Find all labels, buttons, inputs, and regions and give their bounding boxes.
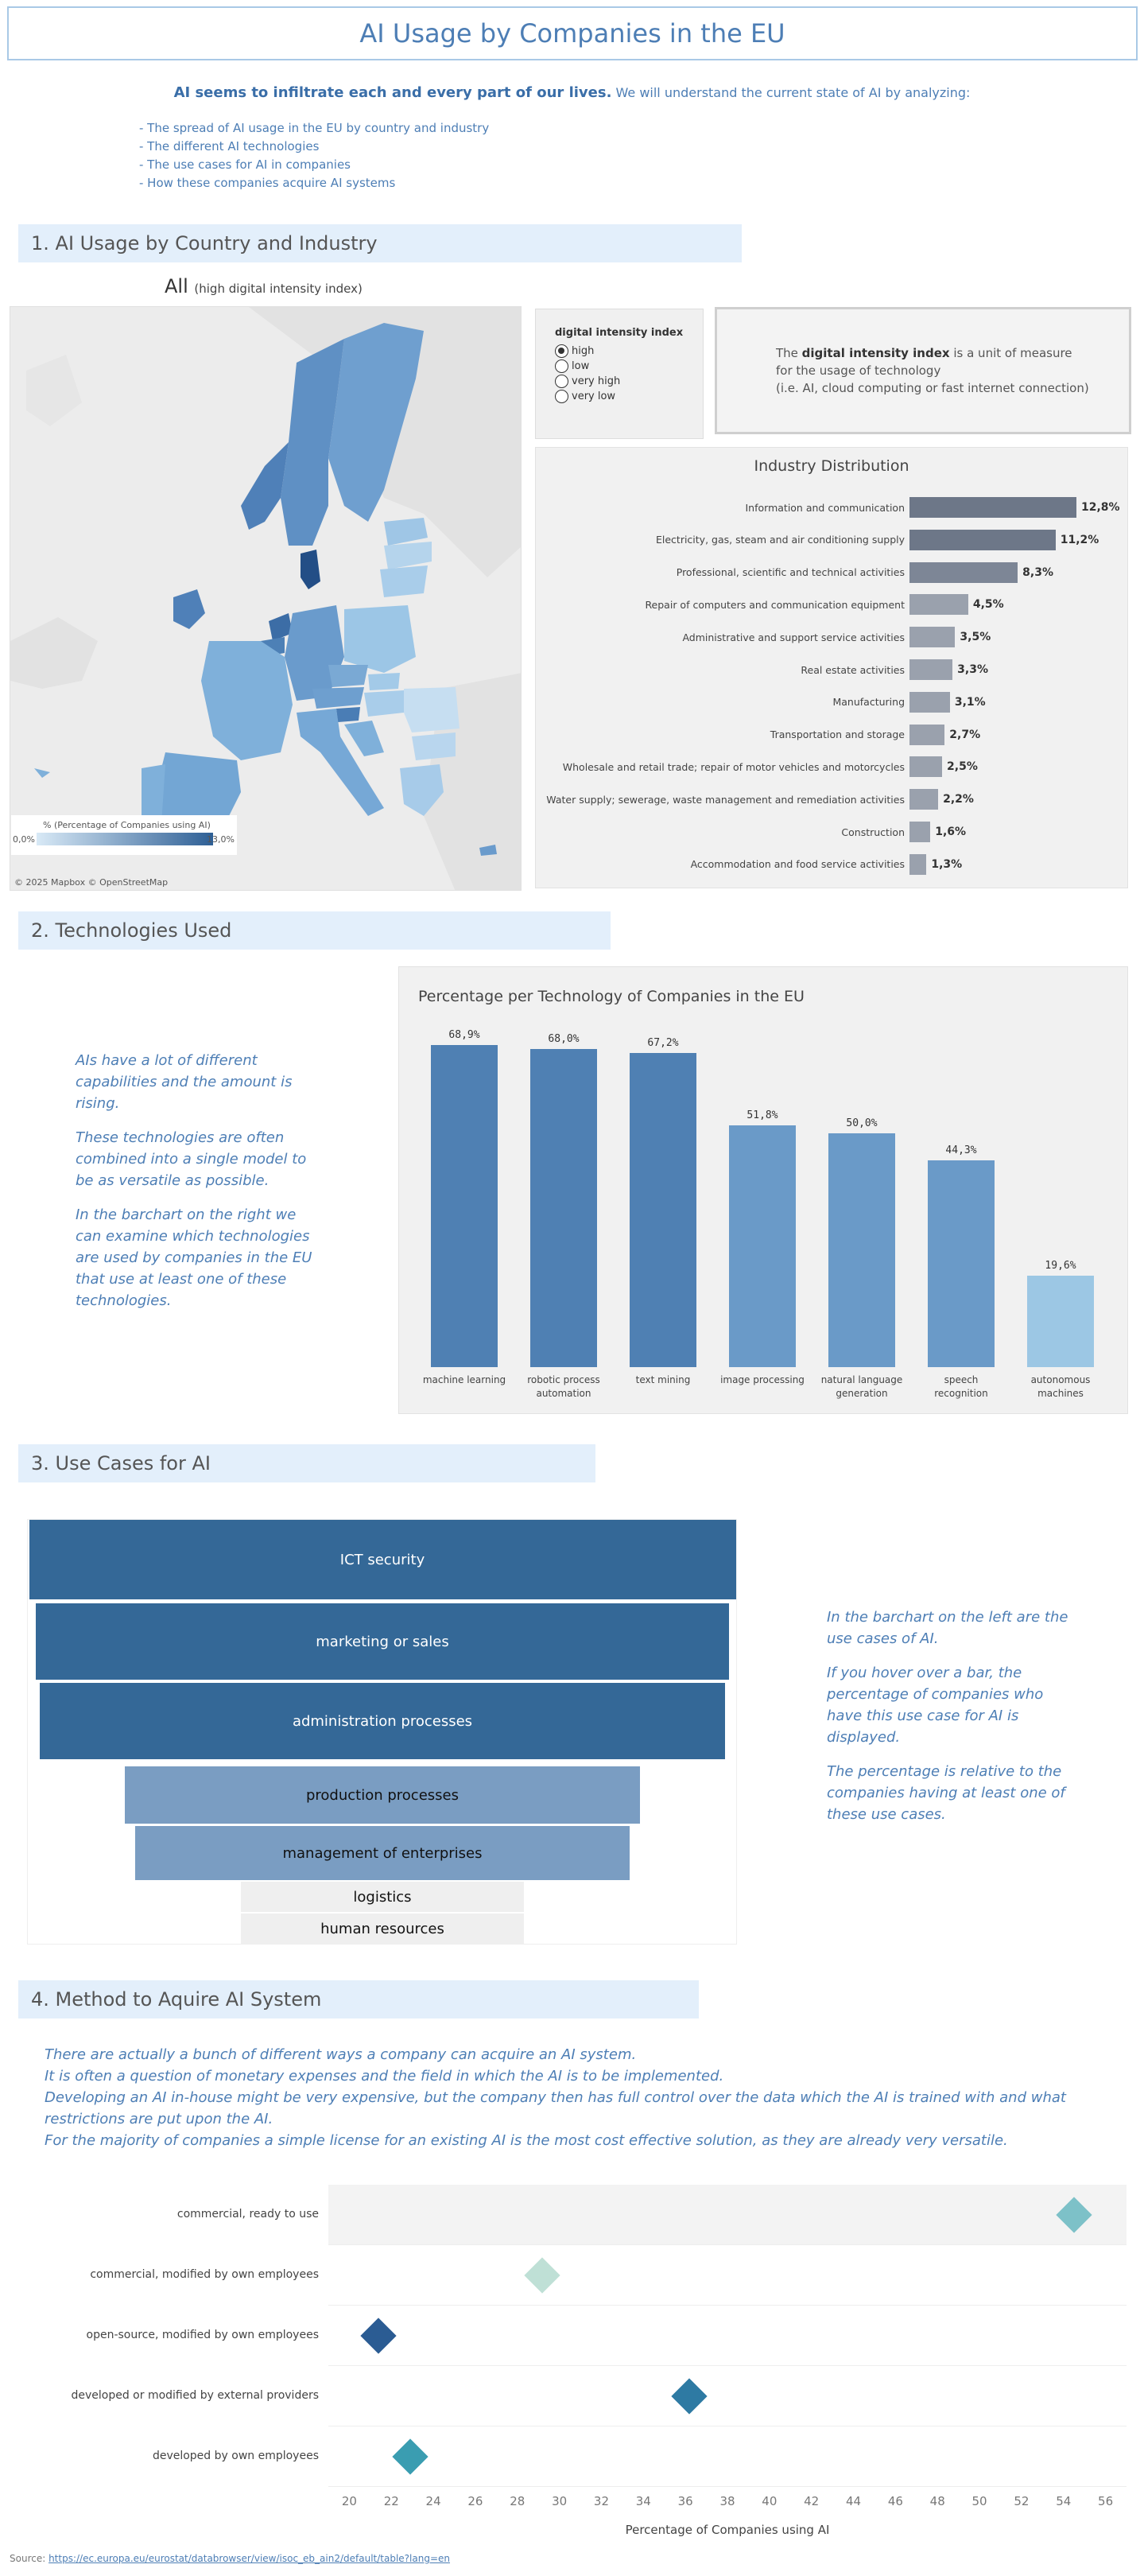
industry-bar-row[interactable] [536,524,1099,556]
technology-value: 68,0% [548,1033,580,1046]
map-region-ireland[interactable] [173,589,205,629]
map-legend [11,815,237,855]
map-region-czechia[interactable] [328,665,368,687]
technology-bar[interactable] [530,1049,597,1367]
use-cases-text [827,1607,1081,1838]
industry-bar[interactable] [909,789,938,810]
industry-chart-title: Industry Distribution [754,457,909,475]
industry-value: 4,5% [972,598,1004,612]
industry-bar[interactable] [909,627,955,647]
industry-label: Professional, scientific and technical activities [676,566,905,579]
intro-lead: AI seems to infiltrate each and every part of our lives. [173,84,612,101]
industry-bar-row[interactable] [536,589,1004,620]
method-label: open-source, modified by own employees [86,2329,319,2341]
industry-bar[interactable] [909,530,1056,550]
eu-map[interactable] [10,306,522,891]
map-region-austria[interactable] [312,687,364,709]
intro-list-item: - The use cases for AI in companies [139,157,351,172]
industry-label: Real estate activities [801,663,905,676]
technology-category [917,1373,1005,1401]
source-link[interactable]: https://ec.europa.eu/eurostat/databrowser/view/isoc_eb_ain2/default/table?lang=en [48,2553,450,2564]
x-axis-tick: 24 [425,2494,441,2508]
filter-option-label: high [572,345,595,357]
industry-label: Water supply; sewerage, waste management and remediation activities [546,793,905,806]
technology-category-line: image processing [720,1374,805,1385]
use-case-bar[interactable] [125,1766,641,1824]
filter-option-very-high[interactable] [555,374,684,389]
map-region-france[interactable] [201,641,293,760]
filter-option-low[interactable] [555,359,684,374]
technology-value: 50,0% [846,1117,878,1130]
map-region-slovakia[interactable] [368,673,400,690]
filter-option-label: very low [572,390,616,402]
map-region-poland[interactable] [344,605,416,673]
industry-bar-row[interactable] [536,783,974,815]
use-case-label: marketing or sales [316,1633,449,1650]
industry-value: 3,1% [954,695,986,709]
info-line-3: (i.e. AI, cloud computing or fast internet connection) [776,381,1089,395]
use-case-label: human resources [320,1920,444,1937]
info-line-1 [776,344,1129,362]
technology-category-line: automation [536,1388,591,1399]
x-axis-tick: 22 [383,2494,399,2508]
x-axis-tick: 44 [845,2494,862,2508]
industry-bar[interactable] [909,725,944,745]
industry-bar-row[interactable] [536,621,991,653]
radio-icon[interactable] [555,390,568,403]
industry-bar[interactable] [909,822,930,842]
map-region-lithuania[interactable] [380,565,428,597]
legend-title: % (Percentage of Companies using AI) [43,820,211,830]
industry-bar-row[interactable] [536,557,1053,589]
eu-map-svg [10,307,522,891]
x-axis-tick: 32 [593,2494,610,2508]
technology-bar[interactable] [928,1160,995,1367]
map-region-hungary[interactable] [364,690,404,717]
industry-bar[interactable] [909,692,950,713]
method-line: It is often a question of monetary expenses and the field in which the AI is to be implemented. [45,2068,724,2085]
x-axis-title: Percentage of Companies using AI [625,2523,830,2537]
use-case-bar[interactable] [29,1520,736,1599]
industry-bar-row[interactable] [536,816,966,848]
industry-bar-row[interactable] [536,719,980,751]
technology-category [520,1373,607,1401]
map-title [165,275,363,297]
map-region-bulgaria[interactable] [412,732,456,760]
industry-value: 8,3% [1022,565,1053,579]
radio-icon[interactable] [555,359,568,373]
x-axis-tick: 26 [467,2494,483,2508]
industry-bar-row[interactable] [536,491,1120,523]
technology-value: 51,8% [747,1109,778,1121]
technology-bar[interactable] [630,1053,696,1367]
industry-label: Administrative and support service activities [682,631,905,643]
x-axis-tick: 56 [1098,2494,1114,2508]
method-row[interactable] [328,2185,1127,2245]
method-label: developed by own employees [152,2450,319,2462]
section-heading-use-cases: 3. Use Cases for AI [18,1444,595,1482]
technology-bar[interactable] [1027,1276,1094,1367]
x-axis-tick: 42 [804,2494,820,2508]
industry-label: Construction [841,826,905,838]
technologies-paragraph: In the barchart on the right we can examine which technologies are used by companies in the EU that use at least one of these technologies. [76,1206,312,1309]
x-axis-tick: 54 [1056,2494,1072,2508]
map-region-denmark[interactable] [301,550,320,589]
technology-bar[interactable] [729,1125,796,1367]
source-note [10,2553,450,2564]
industry-label: Accommodation and food service activities [690,858,905,871]
x-axis-tick: 20 [341,2494,357,2508]
industry-bar-row[interactable] [536,654,988,686]
use-case-label: management of enterprises [282,1844,483,1862]
info-line-2: for the usage of technology [776,363,941,378]
map-region-islands [34,768,50,778]
technology-chart [398,966,1128,1414]
industry-bar[interactable] [909,594,968,615]
intro-list-item: - How these companies acquire AI systems [139,176,396,190]
x-axis-tick: 28 [510,2494,525,2508]
intro-list [139,119,489,192]
technology-value: 19,6% [1045,1259,1076,1272]
intro-rest: We will understand the current state of AI by analyzing: [611,85,971,100]
use-case-bar[interactable] [241,1882,524,1912]
use-case-chart [27,1519,737,1945]
map-title-main: All [165,275,188,297]
industry-value: 3,3% [957,663,988,676]
map-attribution[interactable]: © 2025 Mapbox © OpenStreetMap [14,877,169,888]
technology-value: 68,9% [448,1029,480,1041]
technologies-paragraph: AIs have a lot of different capabilities and the amount is rising. [76,1052,293,1112]
use-case-label: ICT security [339,1551,425,1568]
method-label: commercial, modified by own employees [90,2268,319,2281]
x-axis-tick: 34 [635,2494,651,2508]
industry-bar[interactable] [909,497,1076,518]
info-post: is a unit of measure [949,346,1072,360]
method-row[interactable] [328,2306,1127,2366]
industry-value: 2,7% [949,728,981,741]
filter-option-label: low [572,360,590,372]
acquire-method-chart [0,2179,1144,2545]
filter-option-label: very high [572,375,621,387]
technologies-text [76,1050,314,1324]
section-heading-acquire-method: 4. Method to Aquire AI System [18,1980,699,2018]
method-line: For the majority of companies a simple license for an existing AI is the most cost effective solution, as they are already very versatile. [45,2132,1008,2149]
technology-category-line: machines [1037,1388,1084,1399]
use-case-bar[interactable] [36,1603,728,1680]
legend-gradient [37,833,213,845]
method-label: commercial, ready to use [176,2208,319,2220]
use-case-label: administration processes [292,1712,473,1730]
technology-category [619,1373,707,1387]
industry-label: Information and communication [745,501,905,514]
industry-bar[interactable] [909,562,1018,583]
source-label: Source: [10,2553,49,2564]
industry-value: 1,3% [931,857,963,871]
use-cases-paragraph: The percentage is relative to the companies having at least one of these use cases. [827,1763,1065,1823]
radio-icon[interactable] [555,375,568,388]
industry-bar-row[interactable] [536,686,986,718]
x-axis-tick: 52 [1014,2494,1030,2508]
info-bold: digital intensity index [801,346,950,360]
industry-value: 11,2% [1060,533,1099,546]
use-case-label: production processes [305,1786,459,1804]
intro-list-item: - The spread of AI usage in the EU by country and industry [139,121,490,135]
method-row[interactable] [328,2426,1127,2487]
industry-label: Wholesale and retail trade; repair of motor vehicles and motorcycles [562,760,905,773]
method-row[interactable] [328,2245,1127,2306]
radio-selected-icon[interactable] [555,344,568,358]
technology-category [421,1373,508,1387]
x-axis-tick: 46 [887,2494,903,2508]
industry-value: 1,6% [935,826,967,838]
method-line: There are actually a bunch of different ways a company can acquire an AI system. [45,2046,637,2063]
technology-category-line: natural language [820,1374,903,1385]
filter-option-very-low[interactable] [555,389,684,404]
map-region-estonia[interactable] [384,518,428,546]
map-region-croatia[interactable] [344,721,384,756]
legend-max: 13,0% [207,834,235,845]
industry-label: Manufacturing [832,696,905,709]
technology-category-line: machine learning [422,1374,506,1385]
technology-chart-title: Percentage per Technology of Companies in the EU [418,988,805,1005]
non-eu-land [26,355,82,426]
section-heading-technologies: 2. Technologies Used [18,911,611,950]
page-title: AI Usage by Companies in the EU [359,18,785,49]
industry-label: Transportation and storage [770,729,905,741]
x-axis-tick: 48 [929,2494,945,2508]
industry-label: Electricity, gas, steam and air conditioning supply [655,534,905,546]
use-case-bar[interactable] [40,1683,725,1759]
info-box [715,307,1131,434]
technologies-paragraph: These technologies are often combined into a single model to be as versatile as possible. [76,1129,307,1189]
x-axis-tick: 30 [552,2494,568,2508]
map-region-latvia[interactable] [384,542,432,569]
technology-bar[interactable] [828,1133,895,1367]
legend-min: 0,0% [13,834,35,845]
industry-label: Repair of computers and communication equipment [645,598,905,611]
industry-bar[interactable] [909,756,942,777]
technology-category [1017,1373,1104,1401]
map-subtitle: (high digital intensity index) [194,282,363,296]
x-axis-tick: 38 [719,2494,735,2508]
title-box [7,6,1138,60]
industry-bar-row[interactable] [536,751,978,783]
intro-text [0,84,1144,101]
use-case-label: logistics [353,1888,412,1906]
industry-bar[interactable] [909,659,952,680]
filter-option-high[interactable] [555,344,684,359]
industry-value: 12,8% [1081,501,1120,514]
x-axis-tick: 36 [677,2494,693,2508]
map-region-slovenia[interactable] [336,707,360,722]
section-heading-country-industry: 1. AI Usage by Country and Industry [18,224,742,262]
info-pre: The [776,346,802,360]
use-cases-paragraph: In the barchart on the left are the use cases of AI. [827,1609,1068,1647]
technology-value: 44,3% [945,1144,977,1156]
industry-distribution-chart [535,447,1128,888]
method-label: developed or modified by external providers [71,2389,319,2402]
technology-bar[interactable] [431,1045,498,1367]
technology-category-line: generation [836,1388,888,1399]
industry-value: 3,5% [960,631,991,644]
use-case-bar[interactable] [241,1914,524,1944]
intro-list-item: - The different AI technologies [139,139,320,153]
method-text [45,2044,1126,2151]
filter-title: digital intensity index [555,327,684,339]
map-region-romania[interactable] [404,687,460,732]
use-case-bar[interactable] [135,1826,630,1880]
x-axis-tick: 40 [762,2494,778,2508]
industry-bar-row[interactable] [536,849,962,880]
technology-category-line: speech recognition [934,1374,988,1399]
technology-category-line: robotic process [527,1374,600,1385]
method-line: Developing an AI in-house might be very expensive, but the company then has full control over the data which the AI is trained with and what restrictions are put upon the AI. [45,2089,1066,2127]
technology-category [719,1373,806,1387]
technology-category-line: autonomous [1030,1374,1091,1385]
method-row[interactable] [328,2366,1127,2426]
technology-value: 67,2% [647,1036,679,1049]
use-cases-paragraph: If you hover over a bar, the percentage of companies who have this use case for AI is displayed. [827,1665,1044,1746]
map-region-norway-south [241,442,289,530]
x-axis-tick: 50 [971,2494,987,2508]
technology-category [818,1373,906,1401]
industry-bar[interactable] [909,854,926,875]
industry-value: 2,2% [943,793,974,806]
technology-category-line: text mining [635,1374,691,1385]
digital-intensity-filter [535,309,704,439]
non-eu-land [10,617,98,689]
industry-value: 2,5% [947,760,978,774]
